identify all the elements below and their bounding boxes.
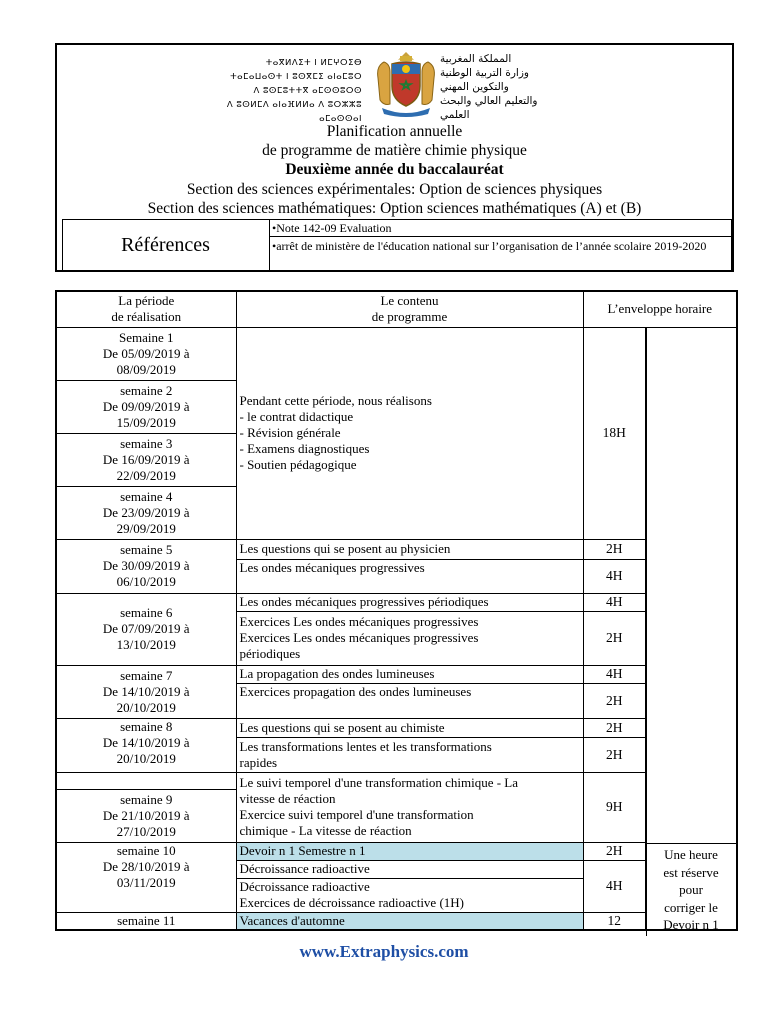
period-cell: semaine 5 De 30/09/2019 à 06/10/2019 <box>56 539 236 593</box>
document-title: Planification annuelle <box>326 123 463 140</box>
table-row <box>56 665 737 683</box>
content-cell: Les questions qui se posent au chimiste <box>236 718 583 737</box>
table-row <box>56 772 737 789</box>
period-cell: semaine 11 <box>56 912 236 930</box>
header-hours: L’enveloppe horaire <box>583 291 737 327</box>
period-cell: semaine 10 De 28/10/2019 à 03/11/2019 <box>56 842 236 912</box>
content-cell: Le suivi temporel d'une transformation chimique - La vitesse de réaction Exercice suivi temporel d'une transformation chimique - La vitesse de réaction <box>236 772 583 842</box>
content-cell: Les transformations lentes et les transformations rapides <box>236 737 583 772</box>
tifinagh-line: ⴷ ⵓⵙⵎⵓⵜⵜⴳ ⴰⵎⵙⵙⵓⵔⵙ <box>253 86 362 96</box>
hours-cell: 2H <box>583 718 646 737</box>
section-mathematics: Section des sciences mathématiques: Option sciences mathématiques (A) et (B) <box>147 200 642 217</box>
content-cell: Les questions qui se posent au physicien <box>236 539 583 559</box>
table-row <box>56 842 737 860</box>
hours-cell: 18H <box>583 327 646 539</box>
table-row <box>56 593 737 611</box>
content-cell: Les ondes mécaniques progressives <box>236 559 583 593</box>
header-period: La période de réalisation <box>56 291 236 327</box>
arabic-line: والتعليم العالي والبحث العلمي <box>440 95 538 121</box>
period-cell: semaine 4 De 23/09/2019 à 29/09/2019 <box>56 486 236 539</box>
content-cell-devoir: Devoir n 1 Semestre n 1 <box>236 842 583 860</box>
hours-cell: 4H <box>583 860 646 912</box>
section-experimental: Section des sciences expérimentales: Option de sciences physiques <box>186 181 603 198</box>
hours-cell: 4H <box>583 665 646 683</box>
remark-cell <box>646 327 737 930</box>
hours-cell: 4H <box>583 559 646 593</box>
planning-table <box>55 290 738 931</box>
table-row <box>56 539 737 559</box>
references-divider <box>270 236 732 237</box>
period-cell: semaine 9 De 21/10/2019 à 27/10/2019 <box>56 789 236 842</box>
period-cell-spacer <box>56 772 236 789</box>
hours-cell: 9H <box>583 772 646 842</box>
header-content: Le contenu de programme <box>236 291 583 327</box>
references-label: Références <box>62 219 270 271</box>
tifinagh-line: ⴷ ⵓⵙⵍⵎⴷ ⴰⵏⴰⴼⵍⵍⴰ ⴷ ⵓⵔⵣⵣⵓ ⴰⵎⴰⵙⵙⴰⵏ <box>226 100 362 124</box>
arabic-ministry-text <box>440 52 560 122</box>
arabic-line: وزارة التربية الوطنية <box>440 67 529 79</box>
hours-cell: 2H <box>583 737 646 772</box>
reference-note-evaluation: •Note 142-09 Evaluation <box>272 221 392 235</box>
content-cell-vacation: Vacances d'automne <box>236 912 583 930</box>
tifinagh-line: ⵜⴰⴳⵍⴷⵉⵜ ⵏ ⵍⵎⵖⵔⵉⴱ <box>265 58 362 68</box>
hours-cell: 4H <box>583 593 646 611</box>
grade-level: Deuxième année du baccalauréat <box>285 161 504 178</box>
content-cell: La propagation des ondes lumineuses <box>236 665 583 683</box>
content-cell: Décroissance radioactive Exercices de décroissance radioactive (1H) <box>236 878 583 912</box>
table-header-row <box>56 291 737 327</box>
remark-divider <box>646 844 647 936</box>
hours-cell: 2H <box>583 539 646 559</box>
tifinagh-ministry-text <box>222 56 362 126</box>
period-cell: semaine 3 De 16/09/2019 à 22/09/2019 <box>56 433 236 486</box>
content-cell: Exercices propagation des ondes lumineuses <box>236 683 583 718</box>
arabic-line: والتكوين المهني <box>440 81 509 93</box>
period-cell: semaine 2 De 09/09/2019 à 15/09/2019 <box>56 380 236 433</box>
period-cell: Semaine 1 De 05/09/2019 à 08/09/2019 <box>56 327 236 380</box>
content-cell: Pendant cette période, nous réalisons - le contrat didactique - Révision générale - Examens diagnostiques - Soutien pédagogique <box>236 327 583 539</box>
reference-note-school-year: •arrêt de ministère de l'éducation national sur l’organisation de l’année scolaire 2019-2020 <box>272 239 707 253</box>
hours-cell: 2H <box>583 611 646 665</box>
content-cell: Décroissance radioactive <box>236 860 583 878</box>
period-cell: semaine 7 De 14/10/2019 à 20/10/2019 <box>56 665 236 718</box>
hours-cell: 2H <box>583 842 646 860</box>
moroccan-coat-of-arms-icon <box>370 48 442 120</box>
arabic-line: المملكة المغربية <box>440 53 512 65</box>
content-cell: Les ondes mécaniques progressives périodiques <box>236 593 583 611</box>
devoir-correction-remark: Une heure est réserve pour corriger le Devoir n 1 <box>663 847 719 932</box>
table-row <box>56 327 737 380</box>
footer-website-link[interactable]: www.Extraphysics.com <box>299 942 469 961</box>
table-row <box>56 912 737 930</box>
period-cell: semaine 8 De 14/10/2019 à 20/10/2019 <box>56 718 236 772</box>
tifinagh-line: ⵜⴰⵎⴰⵡⴰⵙⵜ ⵏ ⵓⵙⴳⵎⵉ ⴰⵏⴰⵎⵓⵔ <box>230 72 362 82</box>
hours-cell: 12 <box>583 912 646 930</box>
remark-divider <box>646 843 736 844</box>
document-subtitle: de programme de matière chimie physique <box>262 142 527 159</box>
content-cell: Exercices Les ondes mécaniques progressives Exercices Les ondes mécaniques progressives périodiques <box>236 611 583 665</box>
period-cell: semaine 6 De 07/09/2019 à 13/10/2019 <box>56 593 236 665</box>
table-row <box>56 718 737 737</box>
hours-cell: 2H <box>583 683 646 718</box>
